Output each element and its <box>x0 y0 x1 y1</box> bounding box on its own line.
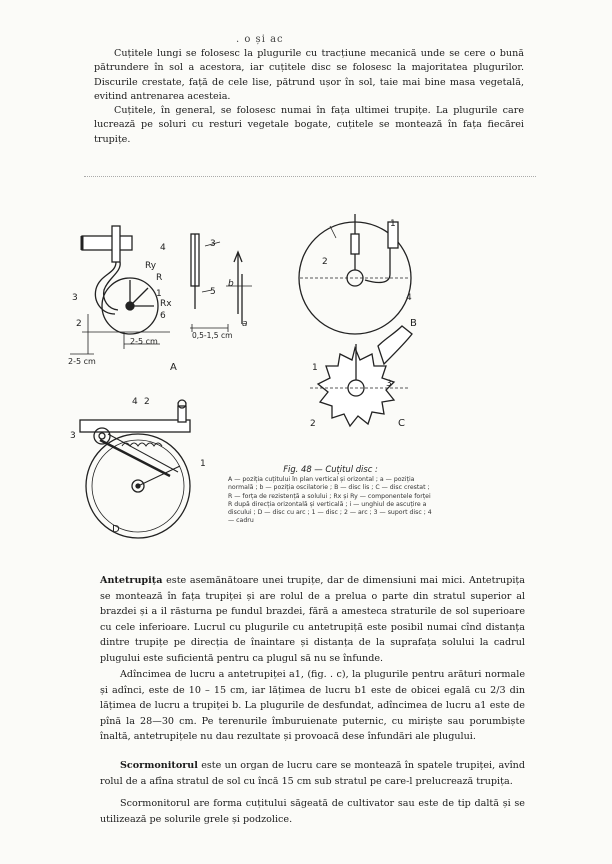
figure-label: Ry <box>145 261 157 271</box>
figure-label: 2 <box>76 319 82 329</box>
intro-p1-text: Cuțitele lungi se folosesc la plugurile cu tracțiune mecanică unde se cere o bună pătrundere în sol a acestora, iar cuțitele disc se folosesc la majoritatea plugurilor. Discurile crestate, față de cele lise, pătrund ușor în sol, taie mai bine masa vegetală, evitind antrenarea acesteia. <box>94 48 524 103</box>
figure-label: 4 <box>132 397 138 407</box>
figure-label: 0,5-1,5 cm <box>192 331 233 340</box>
paragraph-depth <box>100 667 525 745</box>
figure-label: A <box>170 362 177 373</box>
figure-label: B <box>410 318 417 329</box>
figure-label: R <box>156 273 163 283</box>
figure-label: 1 <box>156 289 162 299</box>
intro-paragraph-1 <box>94 47 524 105</box>
figure-label: 3 <box>70 431 76 441</box>
figure-caption <box>228 465 433 525</box>
figure-label: a <box>242 319 248 329</box>
intro-paragraph-2 <box>94 104 524 147</box>
figure-label: 1 <box>200 459 206 469</box>
paragraph-antetrupita-text: este asemănătoare unei trupițe, dar de dimensiuni mai mici. Antetrupița se montează în fața trupiței și are rolul de a prelua o parte din stratul superior al brazdei și a il răsturna pe fundul brazdei, fără a amesteca straturile de sol superioare cu cele inferioare. Lucrul cu plugurile cu antetrupiță este posibil numai cînd distanța dintre trupițe pe direcția de înaintare și distanța de la suprafața solului la cadrul plugului este suficientă pentru ca plugul să nu se înfunde. <box>100 575 525 664</box>
intro-p2-text: Cuțitele, în general, se folosesc numai în fața ultimei trupițe. La plugurile care lucrează pe soluri cu resturi vegetale bogate, cuțitele se montează în fața fiecărei trupițe. <box>94 105 524 145</box>
figure-label: 6 <box>160 311 166 321</box>
figure-label: b <box>228 279 234 289</box>
figure-label: 1 <box>390 219 396 229</box>
figure-label: 3 <box>72 293 78 303</box>
figure-label: Rx <box>160 299 172 309</box>
paragraph-scormonitor-text: este un organ de lucru care se montează în spatele trupiței, avînd rolul de a afîna stratul de sol cu încă 15 cm sub stratul pe care-l prelucrează trupița. <box>100 760 525 787</box>
section-divider <box>84 176 536 177</box>
paragraph-scormonitor <box>100 758 525 789</box>
figure-label: 1 <box>312 363 318 373</box>
figure-label: 2 <box>144 397 150 407</box>
figure-label: 3 <box>210 239 216 249</box>
figure-label: 2 <box>322 257 328 267</box>
paragraph-depth-text: Adîncimea de lucru a antetrupiței a1, (fig. . c), la plugurile pentru arături normale și adînci, este de 10 – 15 cm, iar lățimea de lucru b1 este de obicei egală cu 2/3 din lățimea de lucru a trupiței b. La plugurile de desfundat, adîncimea de lucru a1 este de pînă la 28—30 cm. Pe terenurile îmburuienate puternic, cu miriște sau porumbiște înaltă, antetrupițele nu dau rezultate și provoacă dese înfundări ale plugului. <box>100 669 525 743</box>
figure-label: D <box>112 524 120 535</box>
term-antetrupita: Antetrupița <box>100 575 163 586</box>
figure-label: 3 <box>386 379 392 389</box>
figure-label: 4 <box>406 293 412 303</box>
caption-title: Fig. 48 — Cuțitul disc : <box>283 464 378 474</box>
figure-label: 2 <box>310 419 316 429</box>
figure-label: 5 <box>210 287 216 297</box>
paragraph-scormonitor-shape-text: Scormonitorul are forma cuțitului săgeată de cultivator sau este de tip daltă și se utilizează pe solurile grele și podzolice. <box>100 798 525 825</box>
figure-label: 4 <box>160 243 166 253</box>
figure-label: 2-5 cm <box>130 337 158 346</box>
paragraph-antetrupita <box>100 573 525 667</box>
caption-body: A — poziția cuțitului în plan vertical și orizontal ; a — poziția normală ; b — poziția oscilatorie ; B — disc lis ; C — disc crestat ; R — forța de rezistență a solului ; Rx și Ry — componentele forței R după direcția orizontală și verticală ; i — unghiul de ascuțire a discului ; D — disc cu arc ; 1 — disc ; 2 — arc ; 3 — suport disc ; 4 — cadru <box>228 476 432 525</box>
paragraph-scormonitor-shape <box>100 796 525 827</box>
figure-label: 2-5 cm <box>68 357 96 366</box>
term-scormonitor: Scormonitorul <box>120 760 198 771</box>
header-fragment: . o și ac <box>236 34 284 45</box>
figure-label: C <box>398 418 405 429</box>
